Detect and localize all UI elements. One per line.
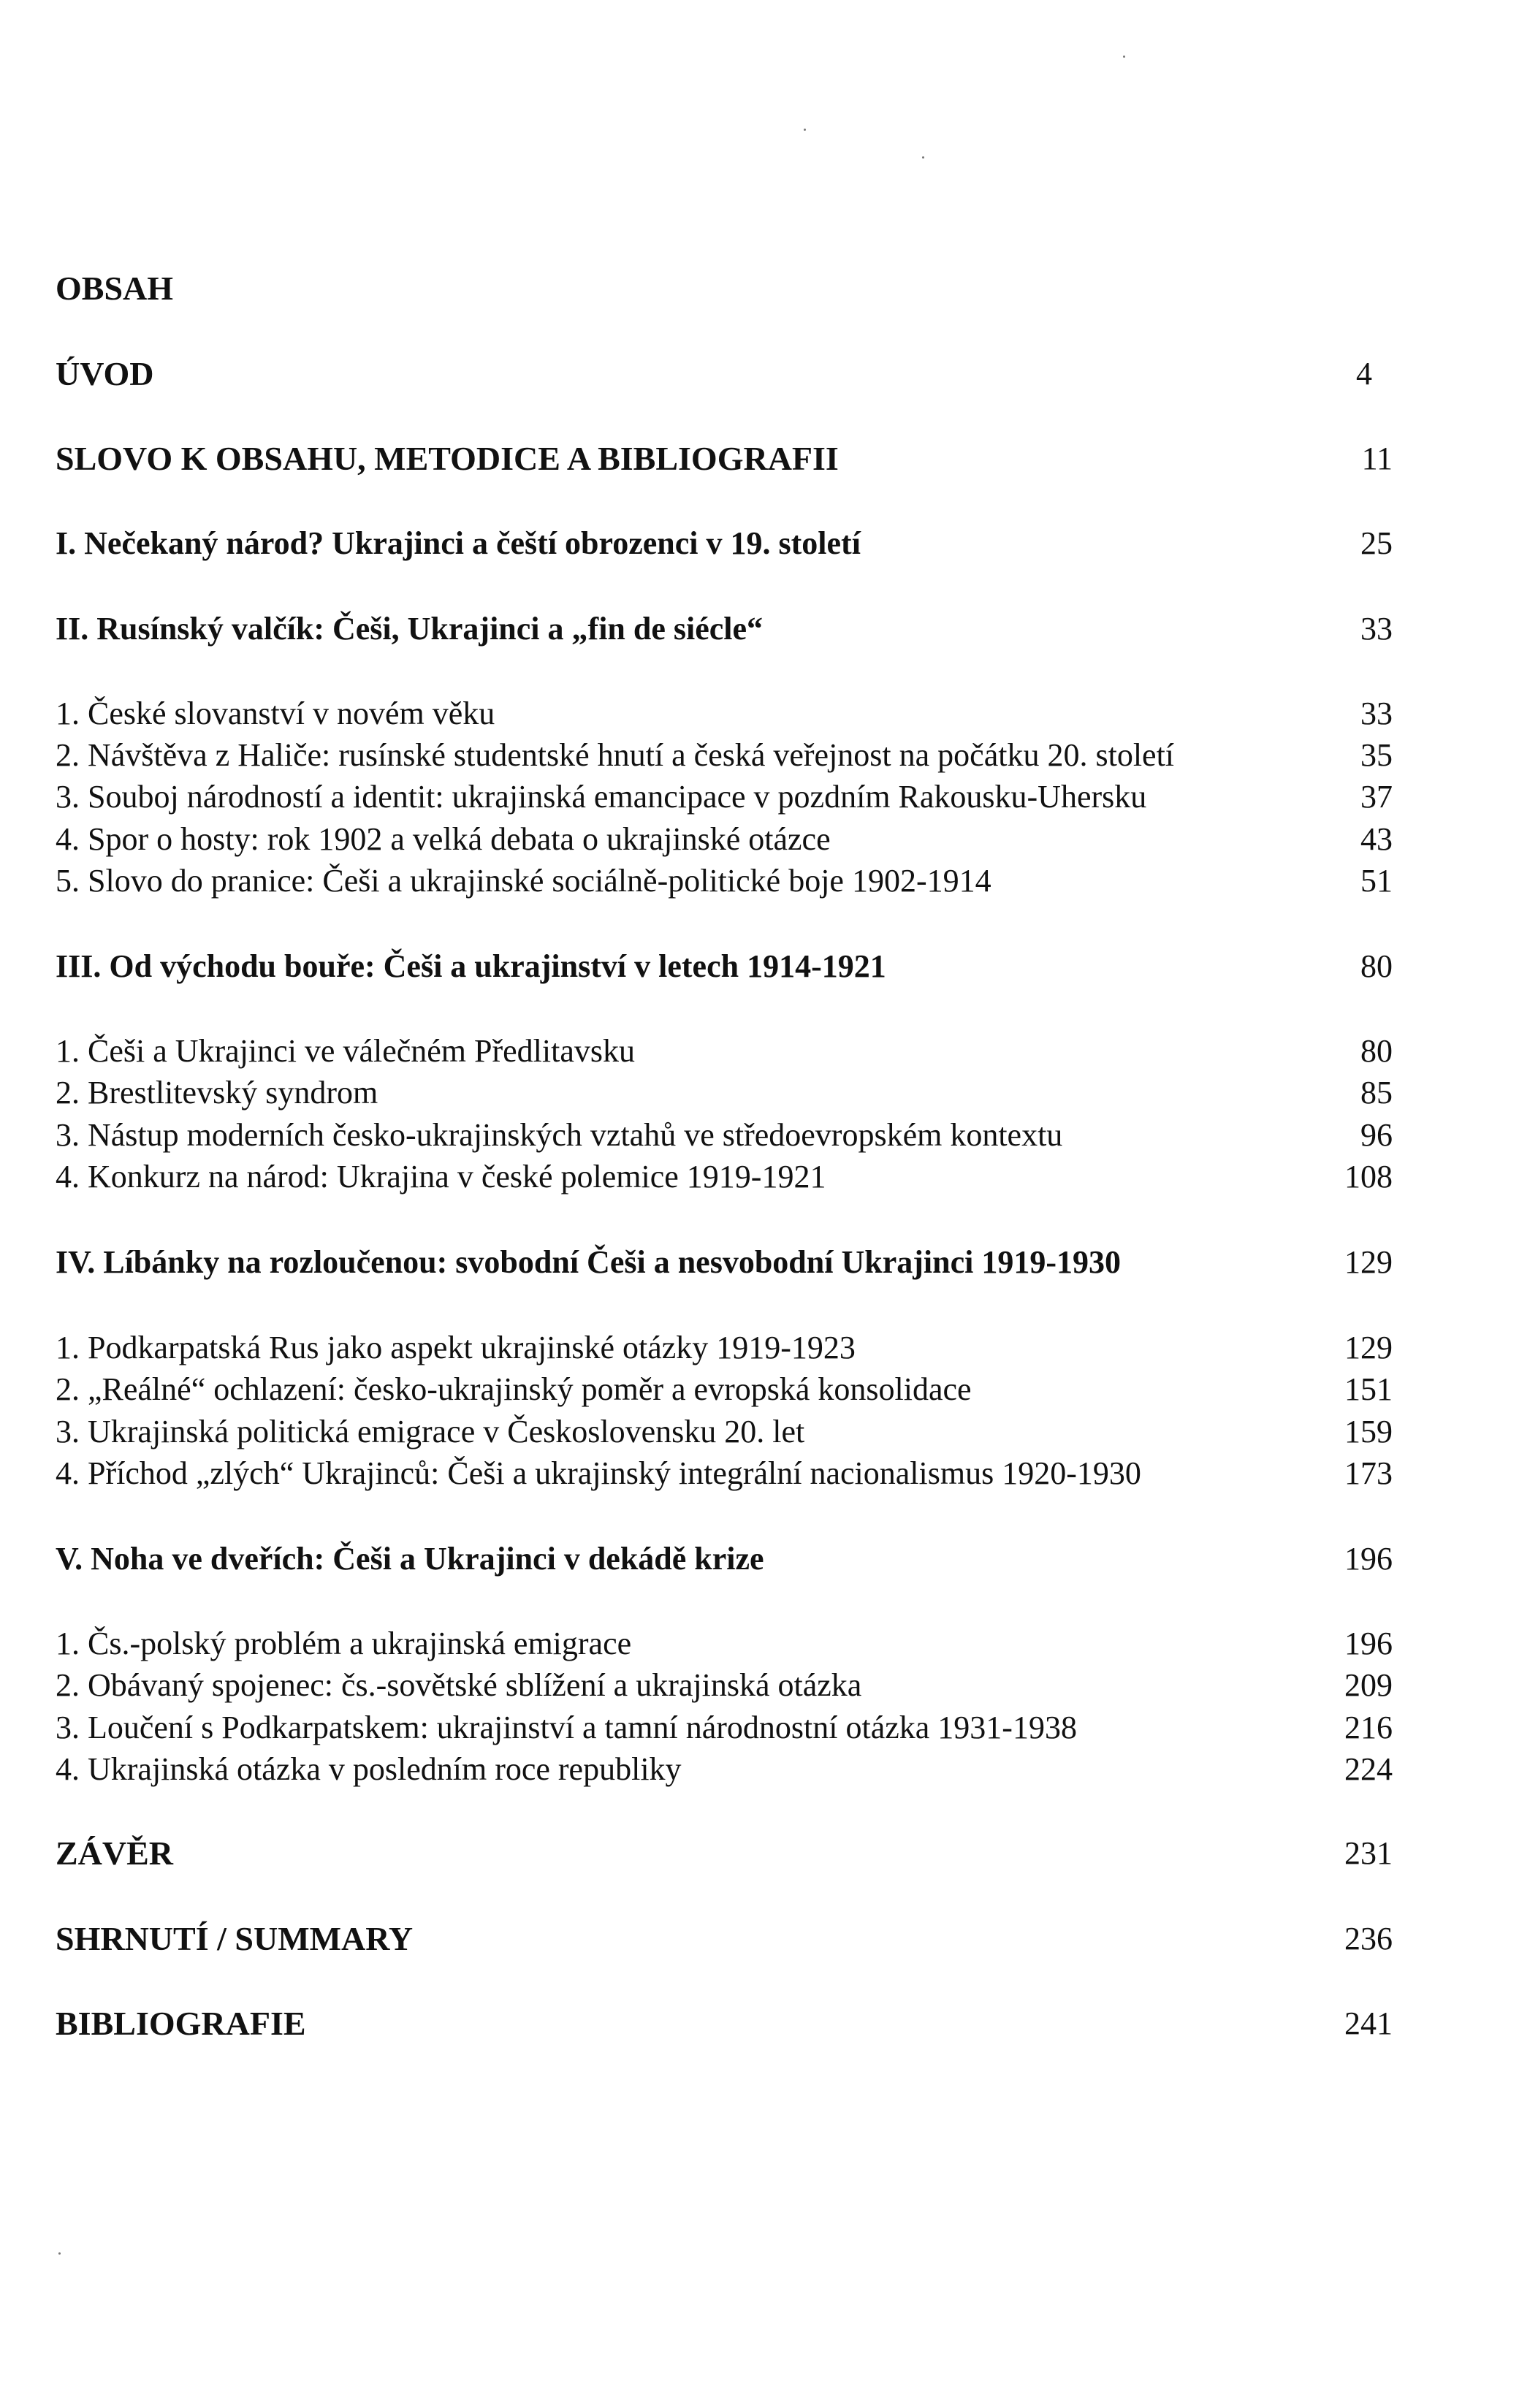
subentry-page: 108 [1344,1159,1393,1195]
toc-chapter-3 [56,946,1393,990]
subentry-page: 129 [1344,1330,1393,1365]
toc-entry-slovo [56,438,1393,482]
subentry-title: 1. Podkarpatská Rus jako aspekt ukrajinské otázky 1919-1923 [56,1330,856,1365]
toc-heading: OBSAH [56,270,174,307]
toc-subentry [56,1411,1393,1455]
toc-entry-title: ÚVOD [56,355,154,392]
toc-chapter-1 [56,523,1393,567]
subentry-title: 4. Příchod „zlých“ Ukrajinců: Češi a ukrajinský integrální nacionalismus 1920-1930 [56,1455,1141,1491]
toc-entry-page: 4 [1356,356,1372,392]
subentry-title: 4. Ukrajinská otázka v posledním roce republiky [56,1751,682,1787]
toc-subentry [56,693,1393,737]
subentry-page: 85 [1360,1075,1393,1110]
subentry-title: 2. Návštěva z Haliče: rusínské studentské hnutí a česká veřejnost na počátku 20. století [56,737,1175,773]
chapter-page: 33 [1360,611,1393,647]
chapter-page: 196 [1344,1541,1393,1577]
subentry-page: 216 [1344,1710,1393,1745]
toc-subentry [56,1072,1393,1116]
subentry-title: 4. Konkurz na národ: Ukrajina v české polemice 1919-1921 [56,1159,826,1195]
subentry-page: 209 [1344,1667,1393,1703]
toc-subentry [56,1157,1393,1200]
toc-subentry [56,777,1393,820]
subentry-page: 159 [1344,1414,1393,1449]
subentry-page: 43 [1360,821,1393,857]
toc-subentry [56,1749,1393,1793]
toc-subentry [56,1665,1393,1709]
subentry-page: 96 [1360,1117,1393,1153]
toc-entry-uvod [56,354,1393,397]
toc-subentry [56,1031,1393,1075]
toc-entry-bibliografie [56,2003,1393,2047]
subentry-page: 33 [1360,696,1393,731]
toc-entry-shrnuti [56,1919,1393,1962]
toc-subentry [56,735,1393,779]
scan-speck [1123,56,1125,58]
toc-subentry [56,1369,1393,1413]
toc-entry-title: SHRNUTÍ / SUMMARY [56,1920,414,1957]
subentry-title: 3. Loučení s Podkarpatskem: ukrajinství a tamní národnostní otázka 1931-1938 [56,1710,1077,1745]
subentry-title: 3. Nástup moderních česko-ukrajinských vztahů ve středoevropském kontextu [56,1117,1063,1153]
subentry-title: 5. Slovo do pranice: Češi a ukrajinské sociálně-politické boje 1902-1914 [56,863,991,899]
scan-speck [804,129,806,131]
toc-entry-page: 11 [1361,441,1393,476]
scan-speck [922,156,924,159]
chapter-title: IV. Líbánky na rozloučenou: svobodní Češi a nesvobodní Ukrajinci 1919-1930 [56,1244,1121,1280]
chapter-page: 25 [1360,525,1393,561]
chapter-page: 129 [1344,1244,1393,1280]
subentry-title: 1. Čs.-polský problém a ukrajinská emigrace [56,1626,632,1661]
toc-entry-title: ZÁVĚR [56,1834,174,1872]
scan-speck [58,2252,61,2255]
subentry-title: 2. „Reálné“ ochlazení: česko-ukrajinský poměr a evropská konsolidace [56,1371,972,1407]
subentry-title: 2. Brestlitevský syndrom [56,1075,378,1110]
toc-entry-title: SLOVO K OBSAHU, METODICE A BIBLIOGRAFII [56,440,839,477]
subentry-page: 80 [1360,1033,1393,1069]
subentry-title: 4. Spor o hosty: rok 1902 a velká debata o ukrajinské otázce [56,821,831,857]
toc-entry-title: BIBLIOGRAFIE [56,2005,306,2042]
subentry-title: 3. Ukrajinská politická emigrace v Československu 20. let [56,1414,805,1449]
subentry-page: 35 [1360,737,1393,773]
chapter-title: II. Rusínský valčík: Češi, Ukrajinci a „fin de siécle“ [56,611,764,647]
toc-subentry [56,1115,1393,1159]
chapter-title: III. Od východu bouře: Češi a ukrajinství v letech 1914-1921 [56,948,886,984]
toc-entry-page: 236 [1344,1921,1393,1956]
chapter-title: I. Nečekaný národ? Ukrajinci a čeští obrozenci v 19. století [56,525,861,561]
subentry-title: 2. Obávaný spojenec: čs.-sovětské sblížení a ukrajinská otázka [56,1667,862,1703]
toc-chapter-4 [56,1242,1393,1286]
toc-subentry [56,1707,1393,1751]
toc-chapter-5 [56,1539,1393,1582]
toc-subentry [56,1623,1393,1667]
subentry-title: 3. Souboj národností a identit: ukrajinská emancipace v pozdním Rakousku-Uhersku [56,779,1147,815]
subentry-page: 151 [1344,1371,1393,1407]
toc-entry-page: 231 [1344,1835,1393,1871]
chapter-title: V. Noha ve dveřích: Češi a Ukrajinci v dekádě krize [56,1541,764,1577]
subentry-page: 173 [1344,1455,1393,1491]
subentry-page: 224 [1344,1751,1393,1787]
toc-subentry [56,861,1393,904]
toc-subentry [56,819,1393,863]
toc-entry-page: 241 [1344,2005,1393,2041]
subentry-page: 51 [1360,863,1393,899]
subentry-title: 1. Češi a Ukrajinci ve válečném Předlitavsku [56,1033,635,1069]
toc-heading-row [56,268,1393,312]
toc-chapter-2 [56,609,1393,652]
toc-subentry [56,1453,1393,1497]
subentry-title: 1. České slovanství v novém věku [56,696,495,731]
toc-subentry [56,1327,1393,1371]
toc-entry-zaver [56,1833,1393,1877]
subentry-page: 196 [1344,1626,1393,1661]
subentry-page: 37 [1360,779,1393,815]
chapter-page: 80 [1360,948,1393,984]
